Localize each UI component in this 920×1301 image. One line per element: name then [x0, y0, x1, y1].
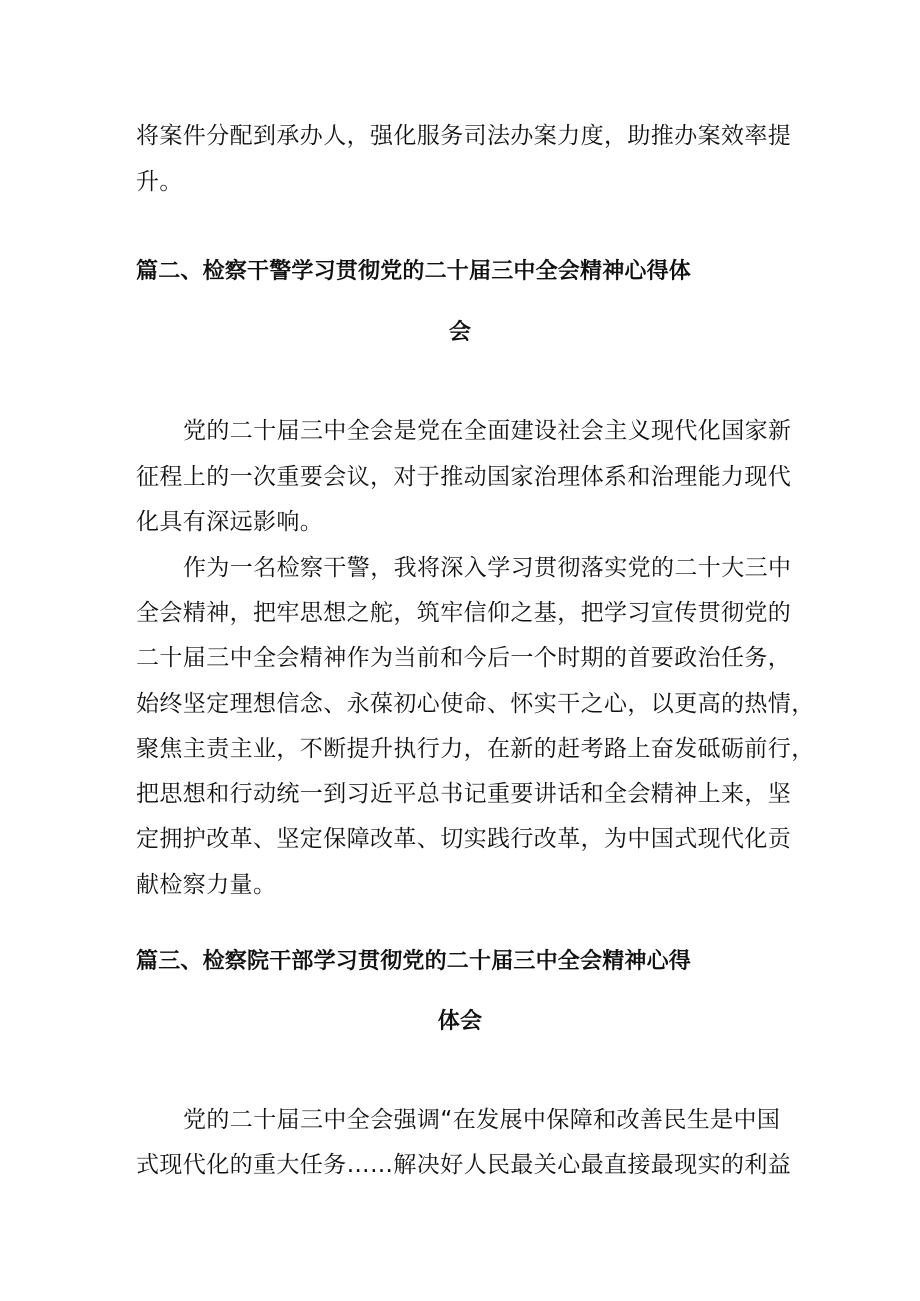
- section-2-title-line-1: 篇二、检察干警学习贯彻党的二十届三中全会精神心得体: [136, 259, 692, 284]
- section-3-title-line-1: 篇三、检察院干部学习贯彻党的二十届三中全会精神心得: [136, 949, 692, 974]
- section-2-paragraph-2-line-4: 始终坚定理想信念、永葆初心使命、怀实干之心，以更高的热情，: [136, 691, 815, 717]
- section-3-title-line-2: 体会: [437, 1009, 483, 1034]
- intro-line-1: 将案件分配到承办人，强化服务司法办案力度，助推办案效率提: [136, 123, 792, 149]
- section-2-paragraph-1-line-2: 征程上的一次重要会议，对于推动国家治理体系和治理能力现代: [136, 464, 792, 490]
- section-2-paragraph-2-line-2: 全会精神，把牢思想之舵，筑牢信仰之基，把学习宣传贯彻党的: [136, 600, 792, 626]
- section-2-paragraph-2-line-6: 把思想和行动统一到习近平总书记重要讲话和全会精神上来，坚: [136, 781, 792, 807]
- section-2-paragraph-2-line-1: 作为一名检察干警，我将深入学习贯彻落实党的二十大三中: [183, 555, 792, 581]
- section-2-paragraph-2-line-3: 二十届三中全会精神作为当前和今后一个时期的首要政治任务，: [136, 645, 792, 671]
- intro-line-2: 升。: [136, 169, 183, 195]
- section-2-title-line-2: 会: [448, 320, 472, 345]
- section-2-paragraph-2-line-7: 定拥护改革、坚定保障改革、切实践行改革，为中国式现代化贡: [136, 826, 792, 852]
- section-3-paragraph-1-line-1: 党的二十届三中全会强调“在发展中保障和改善民生是中国: [183, 1107, 781, 1133]
- section-2-paragraph-2-line-5: 聚焦主责主业，不断提升执行力，在新的赶考路上奋发砥砺前行，: [136, 736, 815, 762]
- section-2-paragraph-1-line-3: 化具有深远影响。: [136, 509, 324, 535]
- section-2-paragraph-1-line-1: 党的二十届三中全会是党在全面建设社会主义现代化国家新: [183, 418, 792, 444]
- section-2-paragraph-2-line-8: 献检察力量。: [136, 872, 277, 898]
- section-3-paragraph-1-line-2: 式现代化的重大任务……解决好人民最关心最直接最现实的利益: [136, 1152, 792, 1178]
